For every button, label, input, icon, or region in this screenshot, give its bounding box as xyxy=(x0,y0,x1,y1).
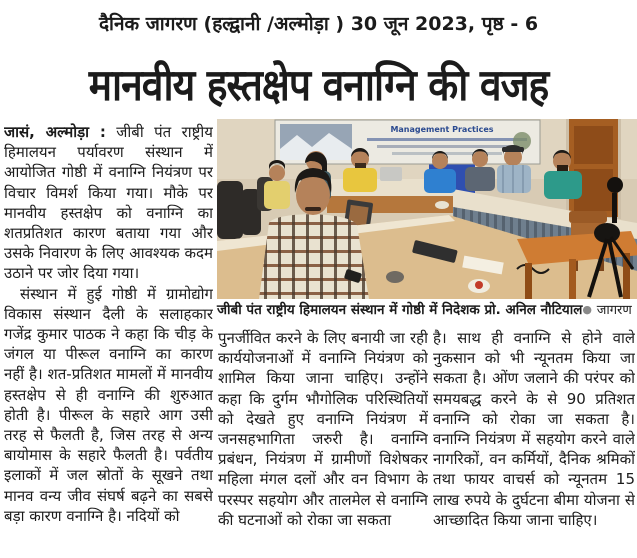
meeting-photo-illustration xyxy=(217,119,637,299)
mustache xyxy=(305,207,321,211)
paragraph-1 xyxy=(4,122,213,284)
article-column-1 xyxy=(4,122,213,550)
mouse xyxy=(386,271,404,283)
jagran-bullet-icon: ● xyxy=(582,303,592,316)
masthead: दैनिक जागरण (हल्द्वानी /अल्मोड़ा ) 30 जून 2023, पृष्ठ - 6 xyxy=(98,13,539,35)
dateline: जासं, अल्मोड़ा : xyxy=(4,123,106,141)
photo-caption xyxy=(217,301,637,320)
headline: मानवीय हस्तक्षेप वनाग्नि की वजह xyxy=(88,60,549,112)
photo-caption-text: जीबी पंत राष्ट्रीय हिमालयन संस्थान में गोष्ठी में निदेशक प्रो. अनिल नौटियाल xyxy=(217,302,583,318)
photo-credit: जागरण xyxy=(596,303,632,318)
paragraph-3: पुनर्जीवित करने के लिए बनायी जा रही कार्ययोजनाओं में वनाग्नि नियंत्रण को शामिल किया जाना चाहिए। उन्होंने कहा कि दुर्गम भौगोलिक परिस्थितियों को देखते हुए वनाग्नि नियंत्रण में जनसहभागिता जरुरी है। वनाग्नि प्रबंधन, नियंत्रण में ग्रामीणों विशेषकर महिला मंगल दलों और वन विभाग के परस्पर सहयोग और तालमेल से वनाग्नि की घटनाओं को रोका जा सकता xyxy=(218,329,428,529)
paragraph-4: है। साथ ही वनाग्नि से होने वाले नुकसान को भी न्यूनतम किया जा सकता है। ओंण जलाने की परंपर को समयबद्ध करने के से 90 प्रतिशत वनाग्नि को रोका जा सकता है। वनाग्नि नियंत्रण में सहयोग करने वाले नागरिकों, वन कर्मियों, दैनिक श्रमिकों तथा फायर वाचर्स को न्यूनतम 15 लाख रुपये के दुर्घटना बीमा योजना से आच्छादित किया जाना चाहिए। xyxy=(433,329,635,529)
meeting-photo xyxy=(217,119,637,299)
paragraph-2: संस्थान में हुई गोष्ठी में ग्रामोद्योग विकास संस्थान दैली के सलाहकार गजेंद्र कुमार पाठक ने कहा कि चीड़ के जंगल या पीरूल वनाग्नि का कारण नहीं है। शत-प्रतिशत मामलों में मानवीय हस्तक्षेप से ही वनाग्नि की शुरुआत होती है। पीरूल के सहारे आग उसी तरह से फैलती है, जिस तरह से अन्य बायोमास के सहारे फैलती है। पर्वतीय इलाकों में जल स्रोतों के सूखने तथा मानव वन्य जीव संघर्ष बढ़ने का सबसे बड़ा कारण वनाग्नि है। नदियों को xyxy=(4,284,213,525)
teacup xyxy=(475,281,483,289)
article-column-3 xyxy=(433,328,635,554)
article-column-2 xyxy=(218,328,428,554)
paragraph-1-text: जीबी पंत राष्ट्रीय हिमालयन पर्यावरण संस्थान में आयोजित गोष्ठी में वनाग्नि नियंत्रण पर विचार विमर्श किया गया। मौके पर मानवीय हस्तक्षेप को वनाग्नि का शतप्रतिशत कारण बताया गया और उसके निवारण के लिए आवश्यक कदम उठाने पर जोर दिया गया। xyxy=(4,123,213,283)
banner-title: Management Practices xyxy=(390,125,494,134)
